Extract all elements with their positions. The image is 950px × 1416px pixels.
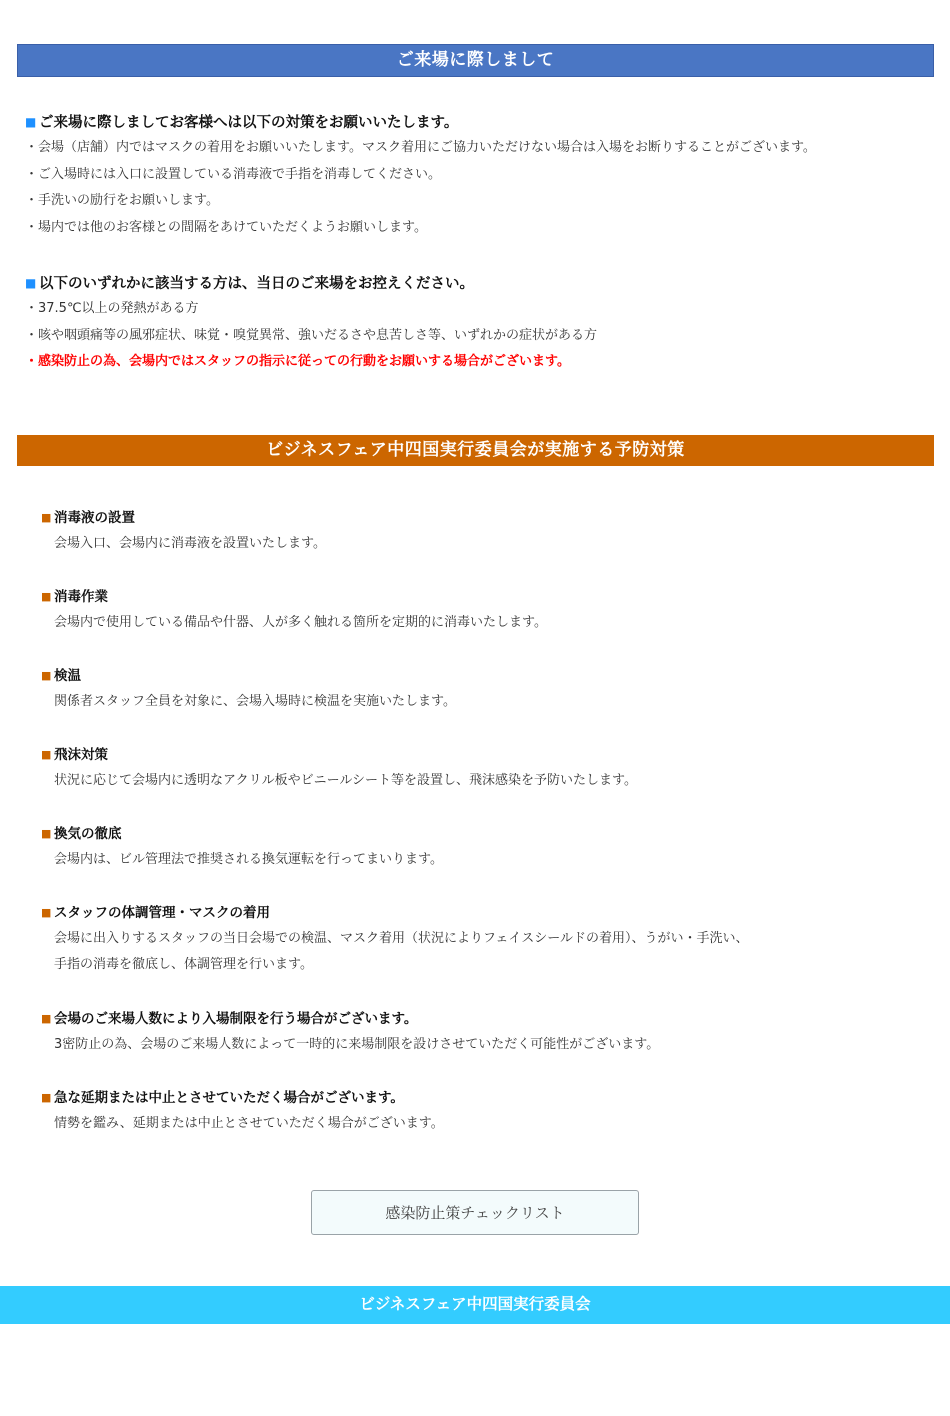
blue-square-icon: ■ <box>25 115 37 129</box>
measure-body: 会場入口、会場内に消毒液を設置いたします。 <box>54 536 326 551</box>
measure-title <box>41 1085 444 1111</box>
request-lead-text: ご来場に際しましてお客様へは以下の対策をお願いいたします。 <box>39 115 459 131</box>
measure-title <box>41 505 326 531</box>
checklist-button[interactable]: 感染防止策チェックリスト <box>311 1190 639 1235</box>
measure-body: 状況に応じて会場内に透明なアクリル板やビニールシート等を設置し、飛沫感染を予防いたします。 <box>54 773 637 788</box>
measure-title-text: 会場のご来場人数により入場制限を行う場合がございます。 <box>54 1011 418 1027</box>
visit-section-header: ご来場に際しまして <box>17 44 934 77</box>
measure-item <box>41 584 547 636</box>
measure-body: 会場内は、ビル管理法で推奨される換気運転を行ってまいります。 <box>54 852 443 867</box>
measure-item <box>41 900 748 978</box>
measure-title-text: 消毒作業 <box>54 589 108 605</box>
measure-title <box>41 663 456 689</box>
orange-square-icon: ■ <box>41 1012 52 1025</box>
refrain-item: ・咳や咽頭痛等の風邪症状、味覚・嗅覚異常、強いだるさや息苦しさ等、いずれかの症状がある方 <box>25 327 598 343</box>
measure-title <box>41 821 443 847</box>
orange-square-icon: ■ <box>41 669 52 682</box>
measure-item <box>41 742 637 794</box>
footer-organization: ビジネスフェア中四国実行委員会 <box>0 1286 950 1324</box>
measure-title <box>41 1006 659 1032</box>
orange-square-icon: ■ <box>41 827 52 840</box>
measure-item <box>41 505 326 557</box>
measure-title <box>41 900 748 926</box>
request-item: ・会場（店舗）内ではマスクの着用をお願いいたします。マスク着用にご協力いただけない場合は入場をお断りすることがございます。 <box>25 140 816 155</box>
refrain-item: ・37.5℃以上の発熱がある方 <box>25 301 199 316</box>
measure-item <box>41 821 443 873</box>
measure-title-text: 消毒液の設置 <box>54 510 135 526</box>
orange-square-icon: ■ <box>41 906 52 919</box>
request-item: ・手洗いの励行をお願いします。 <box>25 193 219 208</box>
orange-square-icon: ■ <box>41 590 52 603</box>
measure-body: 会場に出入りするスタッフの当日会場での検温、マスク着用（状況によりフェイスシールドの着用）、うがい・手洗い、 <box>54 931 749 946</box>
measure-title-text: スタッフの体調管理・マスクの着用 <box>54 905 270 921</box>
refrain-block <box>25 270 597 376</box>
measure-item <box>41 663 456 715</box>
refrain-lead <box>25 270 597 296</box>
measure-title-text: 換気の徹底 <box>54 826 122 842</box>
measure-item <box>41 1006 659 1058</box>
measure-title <box>41 742 637 768</box>
measure-body: 会場内で使用している備品や什器、人が多く触れる箇所を定期的に消毒いたします。 <box>54 615 547 630</box>
orange-square-icon: ■ <box>41 511 52 524</box>
request-item: ・ご入場時には入口に設置している消毒液で手指を消毒してください。 <box>25 166 442 182</box>
request-item: ・場内では他のお客様との間隔をあけていただくようお願いします。 <box>25 219 427 235</box>
orange-square-icon: ■ <box>41 1091 52 1104</box>
orange-square-icon: ■ <box>41 748 52 761</box>
measure-item <box>41 1085 444 1137</box>
request-lead <box>25 109 816 135</box>
measure-title-text: 飛沫対策 <box>54 747 108 763</box>
measure-title-text: 急な延期または中止とさせていただく場合がございます。 <box>54 1090 404 1106</box>
measures-section-header: ビジネスフェア中四国実行委員会が実施する予防対策 <box>17 435 934 466</box>
refrain-lead-text: 以下のいずれかに該当する方は、当日のご来場をお控えください。 <box>39 276 474 292</box>
request-block <box>25 109 816 241</box>
blue-square-icon: ■ <box>25 276 37 290</box>
measure-body: 関係者スタッフ全員を対象に、会場入場時に検温を実施いたします。 <box>54 694 456 709</box>
measure-body: 情勢を鑑み、延期または中止とさせていただく場合がございます。 <box>54 1116 444 1131</box>
staff-instruction-notice: ・感染防止の為、会場内ではスタッフの指示に従っての行動をお願いする場合がございます。 <box>25 354 570 369</box>
measure-title-text: 検温 <box>54 668 81 684</box>
measure-title <box>41 584 547 610</box>
measure-body: 手指の消毒を徹底し、体調管理を行います。 <box>54 957 313 972</box>
measure-body: 3密防止の為、会場のご来場人数によって一時的に来場制限を設けさせていただく可能性がございます。 <box>54 1037 660 1052</box>
